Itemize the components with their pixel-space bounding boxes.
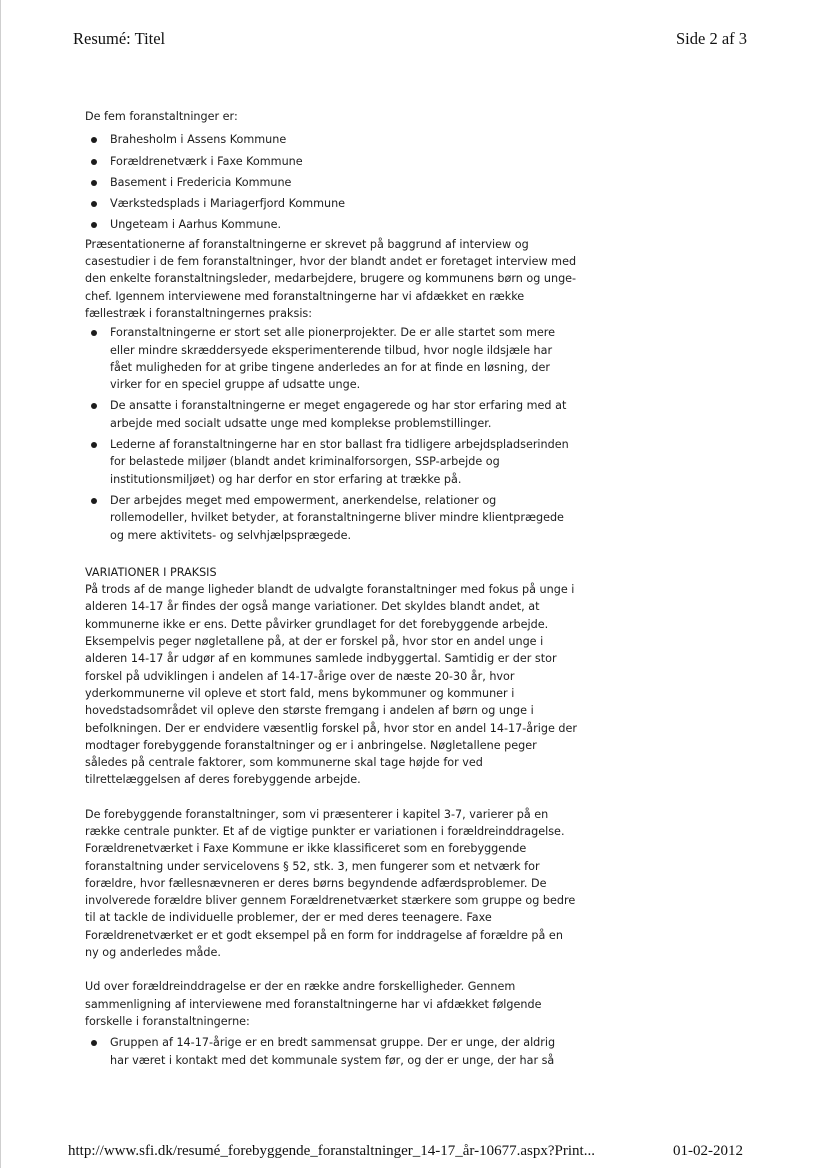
page-header-title: Resumé: Titel bbox=[73, 29, 166, 48]
common-traits-list bbox=[85, 324, 577, 544]
measures-list bbox=[85, 131, 577, 233]
list-item: Foranstaltningerne er stort set alle pionerprojekter. De er alle startet som mere eller mindre skræddersyede eksperimenterende tilbud, hvor nogle ildsjæle har fået muligheden for at gribe tingene anderledes an for at finde en løsning, der virker for en speciel gruppe af udsatte unge. bbox=[85, 324, 577, 393]
differences-paragraph: Ud over forældreinddragelse er der en række andre forskelligheder. Gennem sammenligning af interviewene med foranstaltningerne har vi afdækket følgende forskelle i foranstaltningerne: bbox=[85, 980, 542, 1028]
differences-list bbox=[85, 1034, 577, 1069]
document-body bbox=[85, 108, 577, 1069]
measures-vary-paragraph: De forebyggende foranstaltninger, som vi præsenterer i kapitel 3-7, varierer på en række centrale punkter. Et af de vigtige punkter er variationen i forældreinddragelse. Forældrenetværket i Faxe Kommune er ikke klassificeret som en forebyggende foranstaltning under servicelovens § 52, stk. 3, men fungerer som et netværk for forældre, hvor fællesnævneren er deres børns begyndende adfærdsproblemer. De involverede forældre bliver gennem Forældrenetværket stærkere som gruppe og bedre til at tackle de individuelle problemer, der er med deres teenagere. Faxe Forældrenetværket er et godt eksempel på en form for inddragelse af forældre på en ny og anderledes måde. bbox=[85, 807, 576, 960]
list-item: Ungeteam i Aarhus Kommune. bbox=[85, 216, 577, 233]
list-item: Værkstedsplads i Mariagerfjord Kommune bbox=[85, 195, 577, 212]
presentation-paragraph: Præsentationerne af foranstaltningerne er skrevet på baggrund af interview og casestudier i de fem foranstaltninger, hvor der blandt andet er foretaget interview med den enkelte foranstaltningsleder, medarbejdere, brugere og kommunens børn og unge-chef. Igennem interviewene med foranstaltningerne har vi afdækket en række fællestræk i foranstaltningernes praksis: bbox=[85, 237, 577, 320]
list-item: Der arbejdes meget med empowerment, anerkendelse, relationer og rollemodeller, hvilket betyder, at foranstaltningerne bliver mindre klientprægede og mere aktivitets- og selvhjælpsprægede. bbox=[85, 492, 577, 544]
list-item: Basement i Fredericia Kommune bbox=[85, 174, 577, 191]
intro-text: De fem foranstaltninger er: bbox=[85, 110, 238, 123]
list-item: Forældrenetværk i Faxe Kommune bbox=[85, 153, 577, 170]
list-item: De ansatte i foranstaltningerne er meget engagerede og har stor erfaring med at arbejde med socialt udsatte unge med komplekse problemstillinger. bbox=[85, 397, 577, 432]
list-item: Lederne af foranstaltningerne har en stor ballast fra tidligere arbejdspladserinden for belastede miljøer (blandt andet kriminalforsorgen, SSP-arbejde og institutionsmiljøet) og har derfor en stor erfaring at trække på. bbox=[85, 436, 577, 488]
section-heading: VARIATIONER I PRAKSIS bbox=[85, 565, 217, 579]
footer-url: http://www.sfi.dk/resumé_forebyggende_foranstaltninger_14-17_år-10677.aspx?Print... bbox=[68, 1143, 595, 1159]
variations-paragraph: På trods af de mange ligheder blandt de udvalgte foranstaltninger med fokus på unge i alderen 14-17 år findes der også mange variationer. Det skyldes blandt andet, at kommunerne ikke er ens. Dette påvirker grundlaget for det forebyggende arbejde. Eksempelvis peger nøgletallene på, at der er forskel på, hvor stor en andel unge i alderen 14-17 år udgør af en kommunes samlede indbyggertal. Samtidig er der stor forskel på udviklingen i andelen af 14-17-årige over de næste 20-30 år, hvor yderkommunerne vil opleve et stort fald, mens bykommuner og kommuner i hovedstadsområdet vil opleve den største fremgang i andelen af børn og unge i befolkningen. Der er endvidere væsentlig forskel på, hvor stor en andel 14-17-årige der modtager forebyggende foranstaltninger og er i anbringelse. Nøgletallene peger således på centrale faktorer, som kommunerne skal tage højde for ved tilrettelæggelsen af deres forebyggende arbejde. bbox=[85, 583, 577, 787]
list-item: Brahesholm i Assens Kommune bbox=[85, 131, 577, 148]
footer-date: 01-02-2012 bbox=[673, 1143, 743, 1159]
page-number: Side 2 af 3 bbox=[676, 29, 748, 48]
list-item: Gruppen af 14-17-årige er en bredt sammensat gruppe. Der er unge, der aldrig har været i kontakt med det kommunale system før, og der er unge, der har så bbox=[85, 1034, 577, 1069]
